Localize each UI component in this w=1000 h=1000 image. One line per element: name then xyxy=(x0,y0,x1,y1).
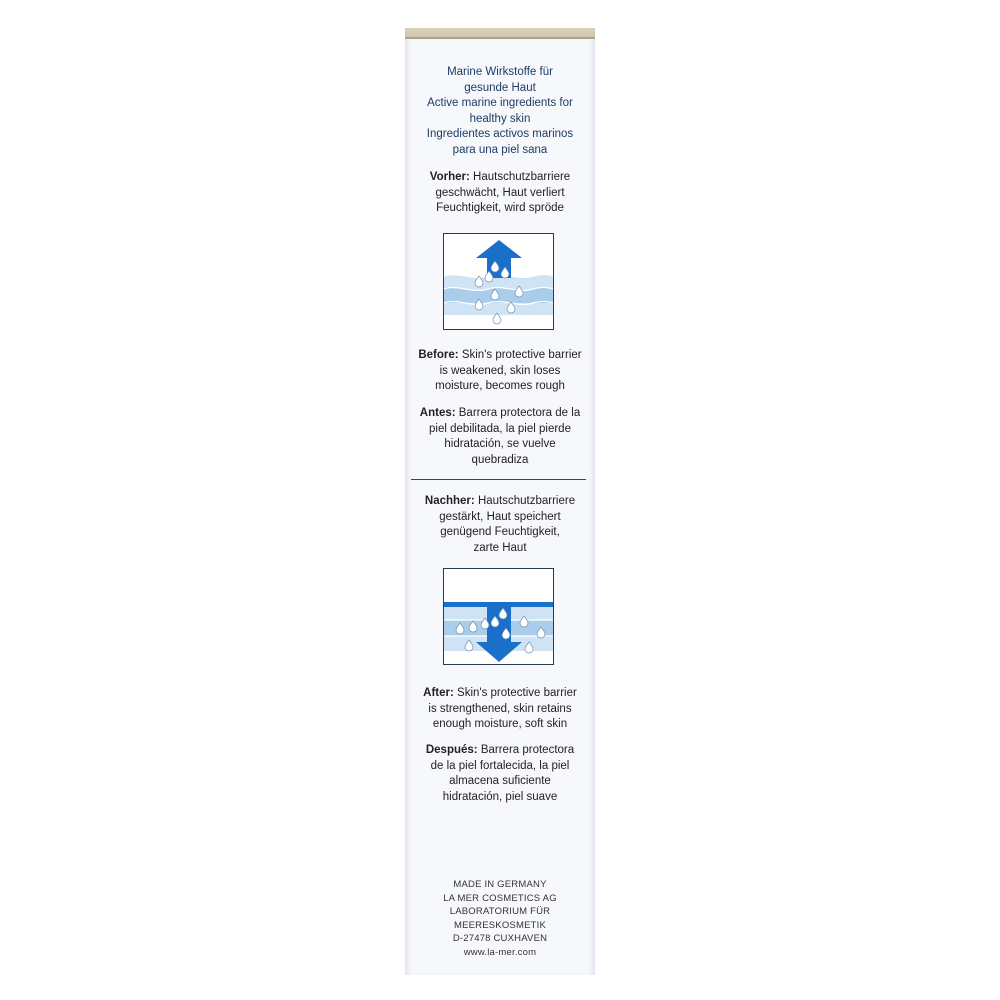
headline-line: Ingredientes activos marinos xyxy=(426,128,574,140)
before-text-es xyxy=(405,406,595,468)
website-link: www.la-mer.com xyxy=(463,946,537,958)
footer-line: LA MER COSMETICS AG xyxy=(443,892,557,904)
package-top-flap xyxy=(405,28,595,37)
after-text-line: gestärkt, Haut speichert xyxy=(439,510,561,523)
after-text-line: hidratación, piel suave xyxy=(442,790,558,803)
after-text-line: zarte Haut xyxy=(473,541,527,554)
footer-line: MEERESKOSMETIK xyxy=(453,919,546,931)
after-text-en xyxy=(405,686,595,733)
after-text-line: genügend Feuchtigkeit, xyxy=(440,526,560,538)
before-text-line: Barrera protectora de la xyxy=(455,407,581,419)
headline-line: para una piel sana xyxy=(452,143,548,156)
before-text-line: Skin's protective barrier xyxy=(458,349,582,361)
before-label-de: Vorher: xyxy=(429,171,470,183)
after-text-de xyxy=(405,494,595,556)
after-label-en: After: xyxy=(423,687,454,699)
after-text-es xyxy=(405,743,595,805)
after-label-es: Después: xyxy=(425,744,478,756)
before-text-line: moisture, becomes rough xyxy=(435,380,565,392)
before-text-line: Hautschutzbarriere xyxy=(469,171,571,183)
moisture-loss-arrow-up-icon xyxy=(443,233,554,330)
headline-line: Marine Wirkstoffe für xyxy=(447,66,553,78)
after-text-line: almacena suficiente xyxy=(449,775,551,787)
before-text-line: quebradiza xyxy=(471,453,529,466)
after-text-line: Barrera protectora xyxy=(477,744,575,756)
before-label-en: Before: xyxy=(418,349,459,361)
before-text-line: piel debilitada, la piel pierde xyxy=(429,422,571,435)
footer-line: D-27478 CUXHAVEN xyxy=(452,933,548,944)
moisture-retain-arrow-down-icon xyxy=(443,568,554,665)
before-text-line: is weakened, skin loses xyxy=(439,364,561,377)
after-text-line: de la piel fortalecida, la piel xyxy=(430,759,570,772)
before-text-line: geschwächt, Haut verliert xyxy=(435,186,565,199)
after-text-line: is strengthened, skin retains xyxy=(428,702,572,715)
after-text-line: Hautschutzbarriere xyxy=(474,495,576,507)
before-text-de xyxy=(405,170,595,217)
before-text-line: hidratación, se vuelve xyxy=(444,438,556,450)
section-divider xyxy=(411,479,586,480)
after-text-line: enough moisture, soft skin xyxy=(432,718,568,730)
package-top-edge xyxy=(405,37,595,39)
headline xyxy=(405,65,595,158)
after-text-line: Skin's protective barrier xyxy=(453,687,577,699)
before-text-line: Feuchtigkeit, wird spröde xyxy=(436,202,564,214)
headline-line: healthy skin xyxy=(469,112,531,125)
before-text-en xyxy=(405,348,595,395)
footer-line: LABORATORIUM FÜR xyxy=(449,906,551,917)
after-label-de: Nachher: xyxy=(424,495,475,507)
manufacturer-info xyxy=(405,878,595,959)
headline-line: Active marine ingredients for xyxy=(427,97,573,109)
footer-line: MADE IN GERMANY xyxy=(453,879,547,890)
before-label-es: Antes: xyxy=(419,407,456,419)
headline-line: gesunde Haut xyxy=(464,81,536,94)
